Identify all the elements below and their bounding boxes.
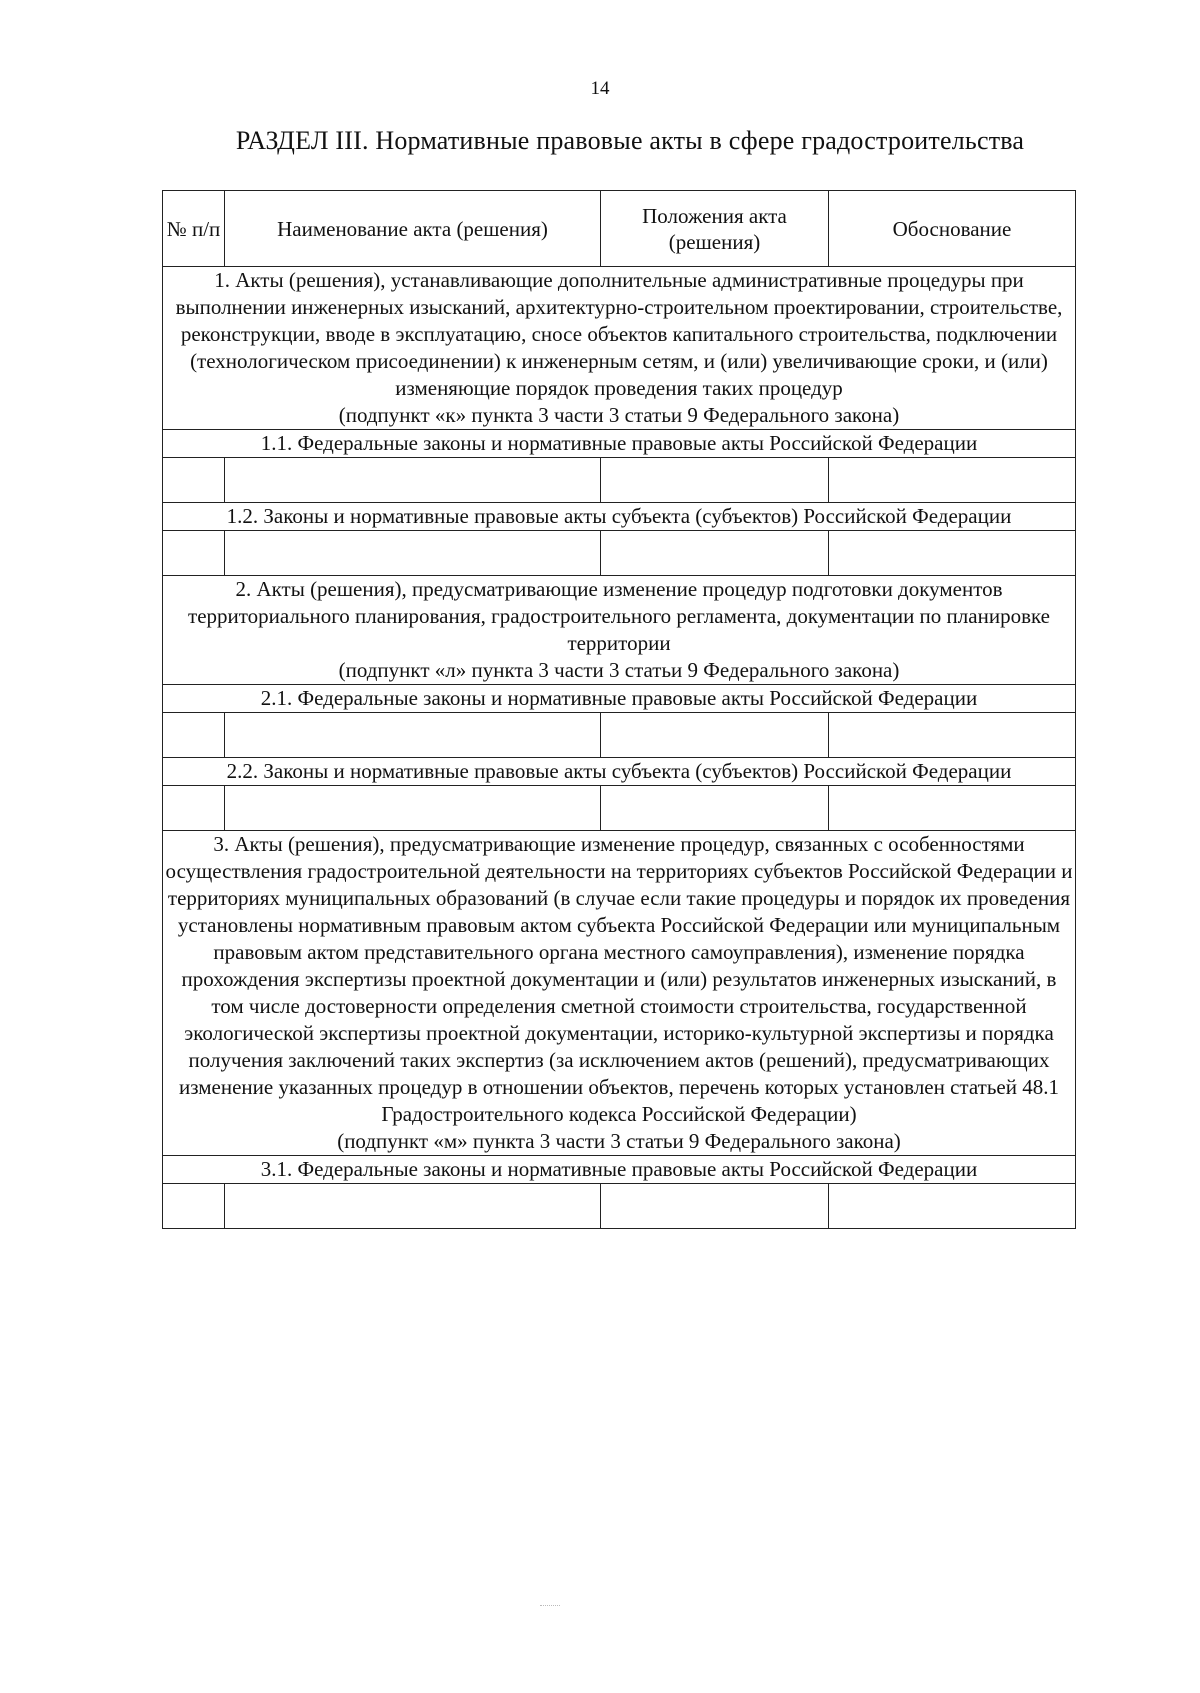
table-header-row bbox=[163, 191, 1076, 267]
cell-justification[interactable] bbox=[829, 1184, 1076, 1229]
group-2-cell bbox=[163, 576, 1076, 685]
table-row bbox=[163, 786, 1076, 831]
cell-provisions[interactable] bbox=[601, 713, 829, 758]
group-1-basis: (подпункт «к» пункта 3 части 3 статьи 9 Федерального закона) bbox=[338, 403, 900, 427]
cell-justification[interactable] bbox=[829, 531, 1076, 576]
cell-name[interactable] bbox=[225, 786, 601, 831]
subgroup-2-2-row bbox=[163, 758, 1076, 786]
table-row bbox=[163, 458, 1076, 503]
cell-provisions[interactable] bbox=[601, 1184, 829, 1229]
cell-name[interactable] bbox=[225, 458, 601, 503]
subgroup-1-2-title: 1.2. Законы и нормативные правовые акты субъекта (субъектов) Российской Федерации bbox=[163, 503, 1076, 531]
cell-name[interactable] bbox=[225, 713, 601, 758]
cell-num[interactable] bbox=[163, 713, 225, 758]
scan-artifact bbox=[540, 1605, 560, 1608]
subgroup-2-2-title: 2.2. Законы и нормативные правовые акты субъекта (субъектов) Российской Федерации bbox=[163, 758, 1076, 786]
header-name: Наименование акта (решения) bbox=[225, 191, 601, 267]
cell-provisions[interactable] bbox=[601, 531, 829, 576]
acts-table bbox=[162, 190, 1076, 1229]
subgroup-2-1-title: 2.1. Федеральные законы и нормативные правовые акты Российской Федерации bbox=[163, 685, 1076, 713]
table-row bbox=[163, 531, 1076, 576]
cell-num[interactable] bbox=[163, 1184, 225, 1229]
group-2-row bbox=[163, 576, 1076, 685]
cell-justification[interactable] bbox=[829, 458, 1076, 503]
cell-num[interactable] bbox=[163, 531, 225, 576]
subgroup-1-1-row bbox=[163, 430, 1076, 458]
group-2-title: 2. Акты (решения), предусматривающие изменение процедур подготовки документов территориального планирования, градостроительного регламента, документации по планировке территории bbox=[188, 577, 1050, 655]
table-row bbox=[163, 713, 1076, 758]
subgroup-3-1-title: 3.1. Федеральные законы и нормативные правовые акты Российской Федерации bbox=[163, 1156, 1076, 1184]
group-3-row bbox=[163, 831, 1076, 1156]
group-1-cell bbox=[163, 267, 1076, 430]
cell-name[interactable] bbox=[225, 1184, 601, 1229]
group-3-title: 3. Акты (решения), предусматривающие изменение процедур, связанных с особенностями осуществления градостроительной деятельности на территориях субъектов Российской Федерации и территориях муниципальных образований (в случае если такие процедуры и порядок их проведения установлены нормативным правовым актом субъекта Российской Федерации или муниципальным правовым актом представительного органа местного самоуправления), изменение порядка прохождения экспертизы проектной документации и (или) результатов инженерных изысканий, в том числе достоверности определения сметной стоимости строительства, государственной экологической экспертизы проектной документации, историко-культурной экспертизы и порядка получения заключений таких экспертиз (за исключением актов (решений), предусматривающих изменение указанных процедур в отношении объектов, перечень которых установлен статьей 48.1 Градостроительного кодекса Российской Федерации) bbox=[165, 832, 1073, 1126]
subgroup-1-1-title: 1.1. Федеральные законы и нормативные правовые акты Российской Федерации bbox=[163, 430, 1076, 458]
group-3-cell bbox=[163, 831, 1076, 1156]
cell-justification[interactable] bbox=[829, 713, 1076, 758]
subgroup-1-2-row bbox=[163, 503, 1076, 531]
header-provisions: Положения акта (решения) bbox=[601, 191, 829, 267]
cell-provisions[interactable] bbox=[601, 458, 829, 503]
group-1-title: 1. Акты (решения), устанавливающие дополнительные административные процедуры при выполнении инженерных изысканий, архитектурно-строительном проектировании, строительстве, реконструкции, вводе в эксплуатацию, сносе объектов капитального строительства, подключении (технологическом присоединении) к инженерным сетям, и (или) увеличивающие сроки, и (или) изменяющие порядок проведения таких процедур bbox=[175, 268, 1063, 400]
cell-name[interactable] bbox=[225, 531, 601, 576]
subgroup-3-1-row bbox=[163, 1156, 1076, 1184]
cell-provisions[interactable] bbox=[601, 786, 829, 831]
group-1-row bbox=[163, 267, 1076, 430]
table-row bbox=[163, 1184, 1076, 1229]
cell-justification[interactable] bbox=[829, 786, 1076, 831]
group-2-basis: (подпункт «л» пункта 3 части 3 статьи 9 Федерального закона) bbox=[338, 658, 900, 682]
page-number: 14 bbox=[590, 78, 610, 99]
section-title: РАЗДЕЛ III. Нормативные правовые акты в сфере градостроительства bbox=[235, 126, 1025, 155]
subgroup-2-1-row bbox=[163, 685, 1076, 713]
cell-num[interactable] bbox=[163, 786, 225, 831]
group-3-basis: (подпункт «м» пункта 3 части 3 статьи 9 Федерального закона) bbox=[337, 1129, 901, 1153]
header-num: № п/п bbox=[163, 191, 225, 267]
header-justification: Обоснование bbox=[829, 191, 1076, 267]
cell-num[interactable] bbox=[163, 458, 225, 503]
